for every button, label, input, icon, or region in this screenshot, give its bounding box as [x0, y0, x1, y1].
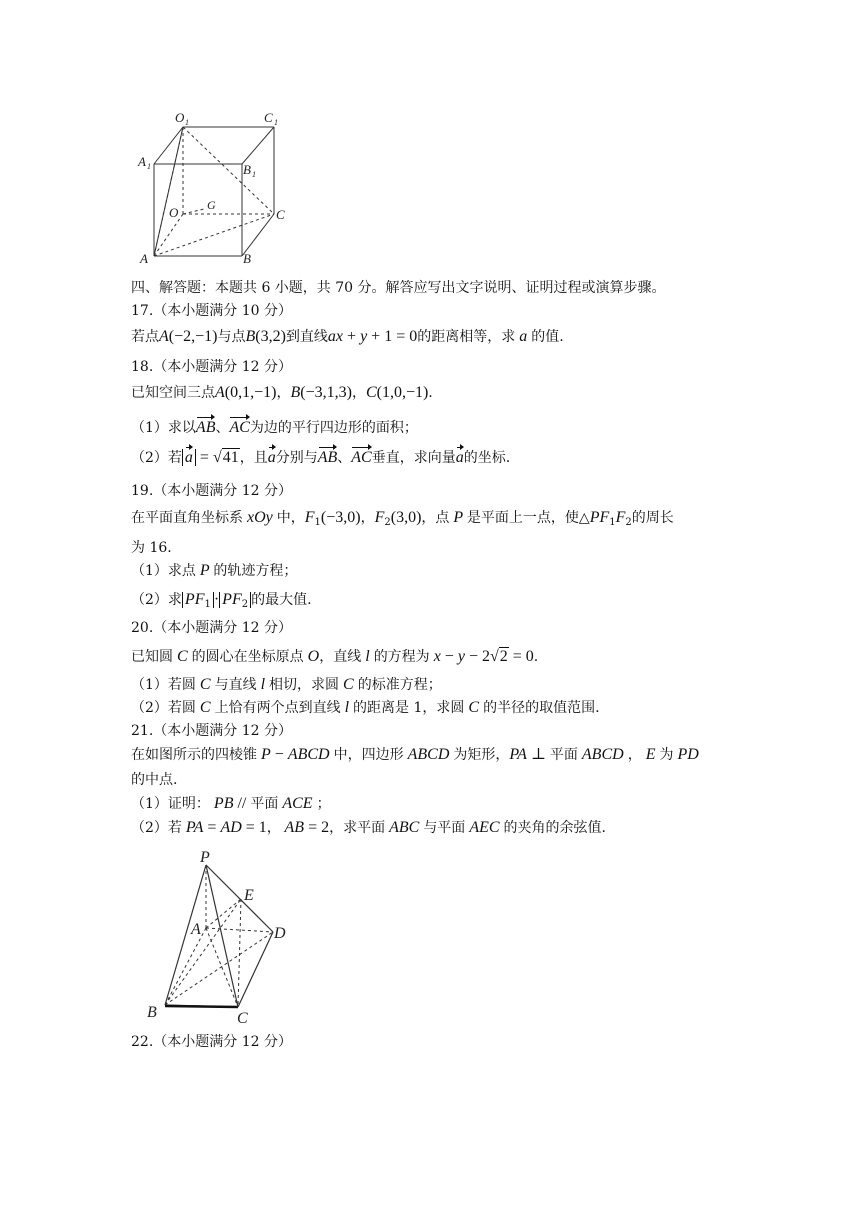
q18-p2b: ，且: [239, 450, 268, 466]
q20-header: 20.（本小题满分 12 分）: [131, 620, 292, 636]
q20-p1c: 相切，求圆: [269, 677, 340, 693]
q20-p2a: （2）若圆: [131, 700, 196, 716]
label-O: O: [169, 205, 179, 220]
q19-t4: 是平面上一点，使△: [466, 510, 590, 526]
label-C1-sub: 1: [274, 118, 278, 127]
q21-t2: 中，四边形: [333, 747, 404, 763]
label-D: D: [274, 925, 286, 942]
cube-svg: [130, 108, 300, 268]
q19-t2: 中，: [276, 510, 305, 526]
q21-p2d: 与平面: [423, 820, 466, 836]
q21-t5: ，: [627, 747, 642, 763]
q18-p2e: 垂直，求向量: [371, 450, 456, 466]
q18-p2f: 的坐标.: [463, 450, 511, 466]
q21-t6: 为: [659, 747, 674, 763]
q20-part1: （1）若圆 C 与直线 l 相切，求圆 C 的标准方程；: [131, 676, 442, 693]
q18-t1: 已知空间三点: [131, 385, 215, 401]
label-C: C: [276, 207, 285, 222]
q19-p2a: （2）求: [131, 592, 182, 608]
q20-p1a: （1）若圆: [131, 677, 196, 693]
q19-text: 在平面直角坐标系 xOy 中，$F_1(-3,0)$，$F_2(3,0)$，点 P 是平面上一点，使$\triangle PF_1F_2$的周长: [131, 509, 674, 528]
q21-p1a: （1）证明：: [131, 796, 210, 812]
q20-text: 已知圆 C 的圆心在坐标原点 O，直线 l 的方程为 x − y − 2√2 = 0.: [131, 648, 539, 665]
q19-part1: （1）求点 P 的轨迹方程；: [131, 562, 298, 579]
pyramid-svg: [140, 845, 300, 1025]
q20-part2: （2）若圆 C 上恰有两个点到直线 l 的距离是 1，求圆 C 的半径的取值范围.: [131, 699, 600, 716]
q20-t1: 已知圆: [131, 649, 173, 665]
q17-header: 17.（本小题满分 10 分）: [131, 303, 292, 319]
label-B1: B: [243, 162, 251, 177]
q17-t1: 若点: [131, 329, 159, 345]
q19-p1a: （1）求点: [131, 563, 196, 579]
q21-header: 21.（本小题满分 12 分）: [131, 723, 292, 739]
label-O1: O: [175, 110, 185, 125]
q21-part2: （2）若 PA = AD = 1， AB = 2，求平面 ABC 与平面 AEC 的夹角的余弦值.: [131, 819, 606, 836]
label-O1-sub: 1: [185, 118, 189, 127]
label-C1: C: [264, 110, 273, 125]
q18-p1c: 为边的平行四边形的面积；: [249, 420, 418, 436]
label-E: E: [244, 887, 254, 904]
label-P: P: [200, 849, 210, 866]
q18-p2c: 分别与: [275, 450, 318, 466]
q17-text: 若点A(−2,−1)与点B(3,2)到直线ax + y + 1 = 0的距离相等，求 a 的值.: [131, 328, 564, 345]
q21-t4: 平面: [549, 747, 578, 763]
q21-p1b: 平面: [250, 796, 279, 812]
q21-t1: 在如图所示的四棱锥: [131, 747, 257, 763]
q21-p2c: ，求平面: [329, 820, 386, 836]
label-G: G: [207, 198, 216, 212]
q20-p2c: 的距离是 1，求圆: [353, 700, 465, 716]
q18-p1b: 、: [215, 420, 230, 436]
q21-text: 在如图所示的四棱锥 P − ABCD 中，四边形 ABCD 为矩形，PA ⊥ 平面 ABCD ， E 为 PD: [131, 746, 699, 763]
q21-p2a: （2）若: [131, 820, 182, 836]
q17-t2: 与点: [217, 329, 246, 345]
q19-text-cont: 为 16.: [131, 540, 172, 556]
q21-p2b: ，: [266, 820, 281, 836]
q19-header: 19.（本小题满分 12 分）: [131, 483, 292, 499]
q21-text-cont: 的中点.: [131, 772, 178, 788]
q21-part1: （1）证明： PB // 平面 ACE ；: [131, 795, 331, 812]
q20-p2d: 的半径的取值范围.: [483, 700, 600, 716]
label-B2: B: [147, 1004, 157, 1021]
q18-p2d: 、: [337, 450, 352, 466]
label-B: B: [243, 251, 251, 266]
label-C2: C: [237, 1010, 248, 1025]
label-B1-sub: 1: [252, 170, 256, 179]
q18-header: 18.（本小题满分 12 分）: [131, 359, 292, 375]
q19-t3: ，点: [421, 510, 450, 526]
q18-text: 已知空间三点A(0,1,−1)，B(−3,1,3)，C(1,0,−1).: [131, 384, 433, 401]
q20-t4: 的方程为: [373, 649, 430, 665]
q18-p2: （2）若: [131, 450, 182, 466]
pyramid-figure: [140, 845, 300, 1025]
q17-t3: 到直线: [285, 329, 328, 345]
q22-header: 22.（本小题满分 12 分）: [131, 1034, 292, 1050]
cube-figure: [130, 108, 300, 268]
q17-t5: 的值.: [531, 329, 564, 345]
q17-t4: 的距离相等，求: [417, 329, 516, 345]
label-A2: A: [191, 921, 201, 938]
label-A1-sub: 1: [147, 162, 151, 171]
q20-t2: 的圆心在坐标原点: [191, 649, 304, 665]
q18-part1: （1）求以AB、AC为边的平行四边形的面积；: [131, 419, 418, 436]
q19-part2: （2）求 $PF_1 \cdot PF_2$ 的最大值.: [131, 591, 312, 610]
section-heading: 四、解答题：本题共 6 小题，共 70 分。解答应写出文字说明、证明过程或演算步骤。: [131, 280, 666, 296]
q18-p1: （1）求以: [131, 420, 196, 436]
q18-part2: （2）若 a = √41，且a分别与AB、AC垂直，求向量a的坐标.: [131, 449, 511, 466]
q19-t5: 的周长: [631, 510, 674, 526]
q20-p2b: 上恰有两个点到直线: [214, 700, 341, 716]
q19-p2b: 的最大值.: [251, 592, 312, 608]
q20-p1d: 的标准方程；: [357, 677, 442, 693]
q21-t3: 为矩形，: [453, 747, 510, 763]
q20-p1b: 与直线: [214, 677, 257, 693]
label-A: A: [140, 251, 148, 266]
label-A1: A: [138, 154, 146, 169]
q19-t1: 在平面直角坐标系: [131, 510, 243, 526]
q21-p2e: 的夹角的余弦值.: [503, 820, 606, 836]
q19-p1b: 的轨迹方程；: [213, 563, 298, 579]
q20-t3: ，直线: [319, 649, 362, 665]
